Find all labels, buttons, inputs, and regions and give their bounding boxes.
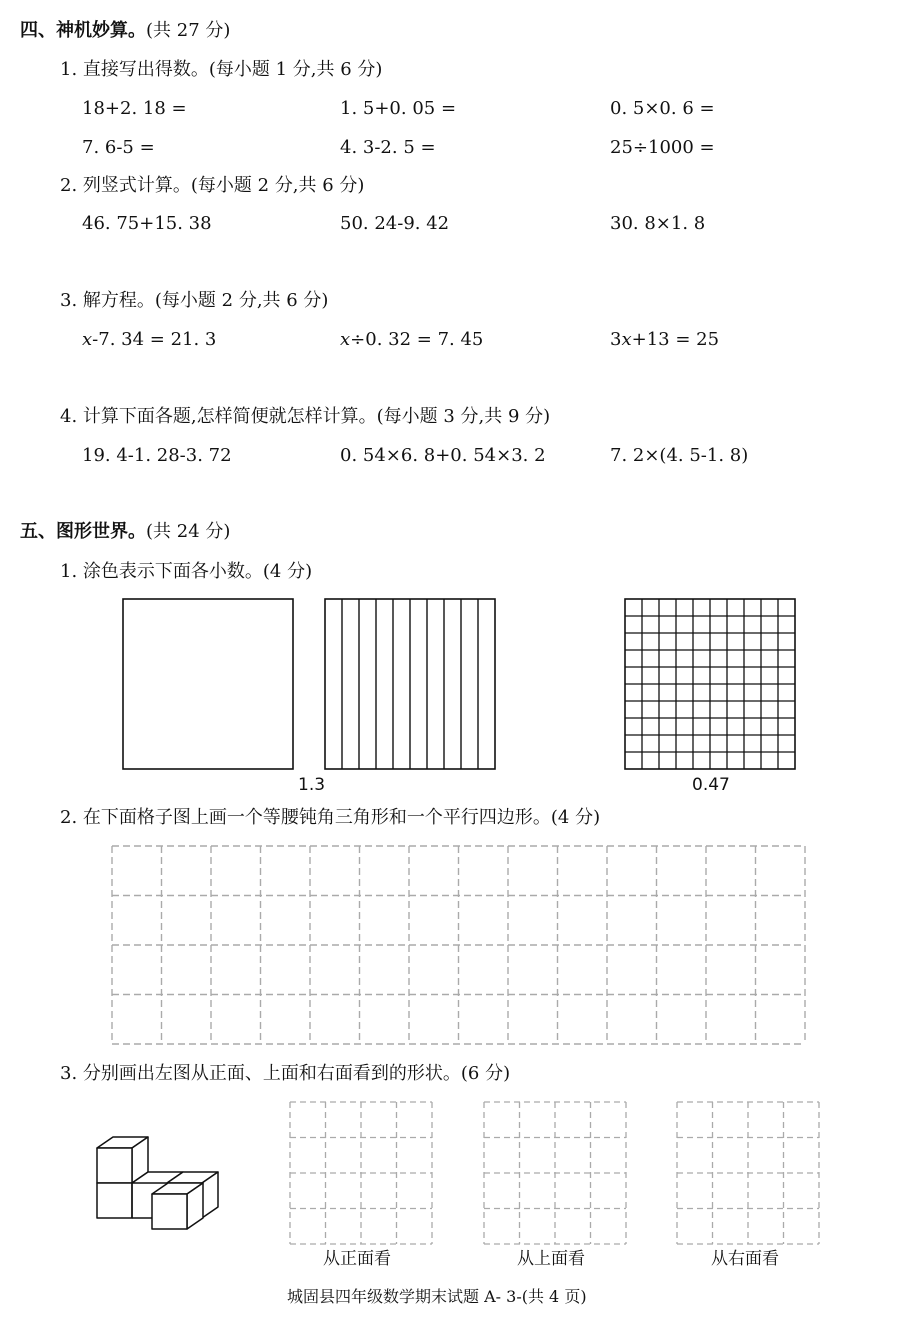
q5-2-title: 2. 在下面格子图上画一个等腰钝角三角形和一个平行四边形。(4 分) — [60, 807, 601, 828]
calc-item: 18+2. 18 = — [82, 98, 187, 119]
calc-item: 7. 6-5 = — [82, 137, 155, 158]
vertical-calc-item: 50. 24-9. 42 — [340, 213, 450, 234]
calc-item: 25÷1000 = — [610, 137, 715, 158]
section5-score: (共 24 分) — [146, 521, 231, 542]
q4-2-title: 2. 列竖式计算。(每小题 2 分,共 6 分) — [60, 175, 365, 196]
page-footer: 城固县四年级数学期末试题 A- 3-(共 4 页) — [287, 1287, 587, 1306]
simplify-item: 7. 2×(4. 5-1. 8) — [610, 445, 749, 466]
decimal-label-1-3: 1.3 — [298, 775, 326, 795]
right-view-label: 从右面看 — [711, 1249, 779, 1269]
q4-1-title: 1. 直接写出得数。(每小题 1 分,共 6 分) — [60, 59, 383, 80]
q4-3-title: 3. 解方程。(每小题 2 分,共 6 分) — [60, 290, 329, 311]
q5-3-title: 3. 分别画出左图从正面、上面和右面看到的形状。(6 分) — [60, 1063, 511, 1084]
calc-item: 1. 5+0. 05 = — [340, 98, 457, 119]
front-view-label: 从正面看 — [323, 1249, 391, 1269]
calc-item: 4. 3-2. 5 = — [340, 137, 436, 158]
vertical-calc-item: 30. 8×1. 8 — [610, 213, 706, 234]
calc-item: 0. 5×0. 6 = — [610, 98, 715, 119]
section5-heading: 五、图形世界。(共 24 分) — [20, 521, 231, 542]
simplify-item: 19. 4-1. 28-3. 72 — [82, 445, 232, 466]
q5-1-title: 1. 涂色表示下面各小数。(4 分) — [60, 561, 313, 582]
equation-item: 3x+13 = 25 — [610, 329, 720, 350]
q4-4-title: 4. 计算下面各题,怎样简便就怎样计算。(每小题 3 分,共 9 分) — [60, 406, 551, 427]
vertical-calc-item: 46. 75+15. 38 — [82, 213, 212, 234]
decimal-label-0-47: 0.47 — [692, 775, 730, 795]
section4-heading: 四、神机妙算。(共 27 分) — [20, 20, 231, 41]
section4-score: (共 27 分) — [146, 20, 231, 41]
top-view-label: 从上面看 — [517, 1249, 585, 1269]
equation-item: x÷0. 32 = 7. 45 — [340, 329, 484, 350]
equation-item: x-7. 34 = 21. 3 — [82, 329, 217, 350]
simplify-item: 0. 54×6. 8+0. 54×3. 2 — [340, 445, 546, 466]
